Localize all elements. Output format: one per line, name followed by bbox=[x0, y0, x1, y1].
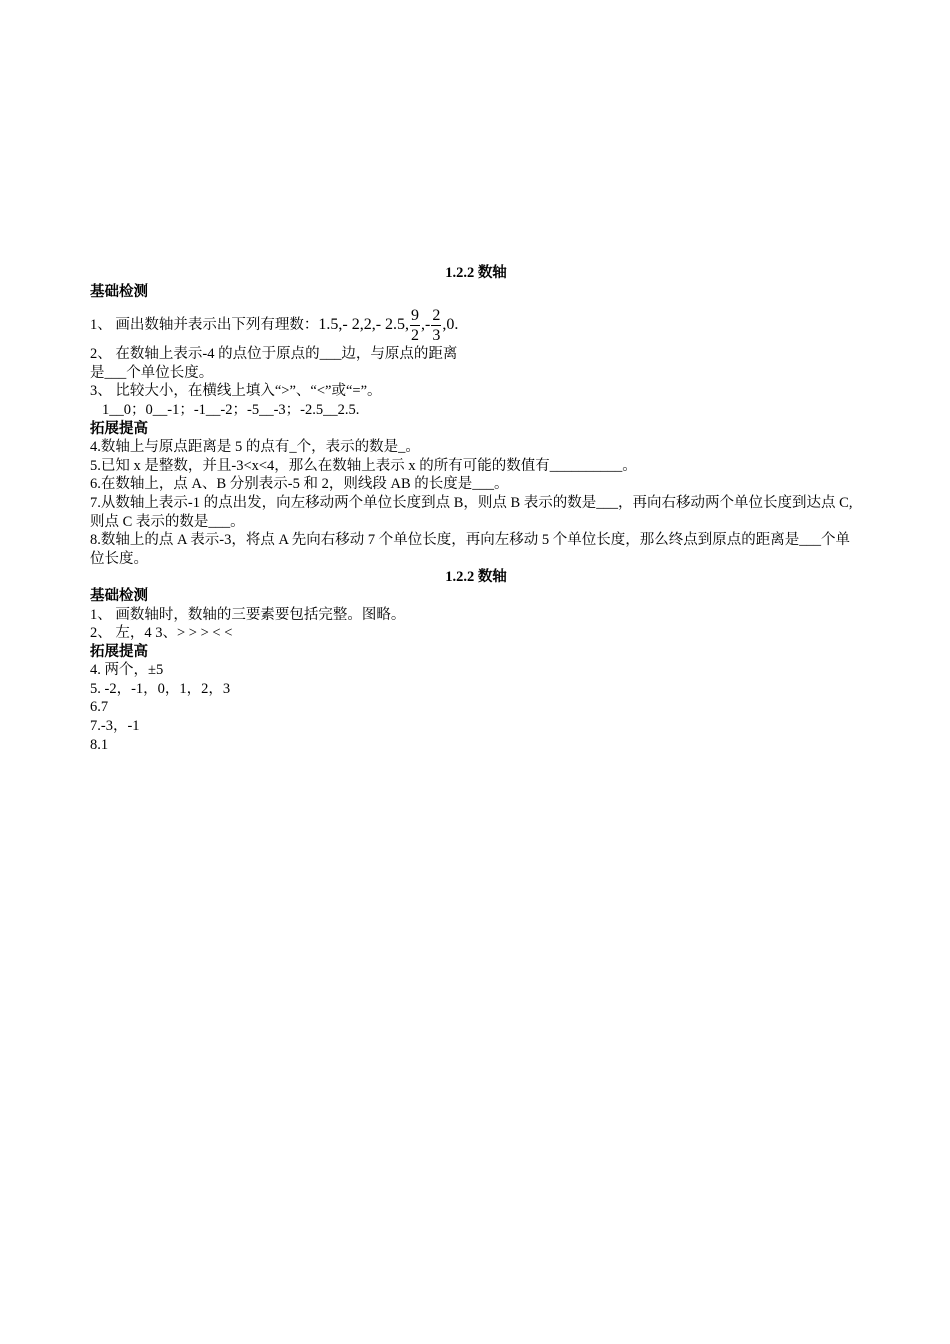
answer-4: 4. 两个，±5 bbox=[90, 662, 164, 679]
question-3-line-1: 3、 比较大小，在横线上填入“>”、“<”或“=”。 bbox=[90, 383, 382, 400]
question-4: 4.数轴上与原点距离是 5 的点有_个，表示的数是_。 bbox=[90, 439, 420, 456]
question-8: 8.数轴上的点 A 表示-3，将点 A 先向右移动 7 个单位长度，再向左移动 5 个单位长度，那么终点到原点的距离是___个单位长度。 bbox=[90, 532, 851, 567]
question-7: 7.从数轴上表示-1 的点出发，向左移动两个单位长度到点 B，则点 B 表示的数是___，再向右移动两个单位长度到达点 C,则点 C 表示的数是___。 bbox=[90, 494, 853, 530]
extension-heading: 拓展提高 bbox=[90, 420, 148, 437]
answer-8: 8.1 bbox=[90, 736, 109, 753]
fraction-numerator: 2 bbox=[432, 306, 441, 324]
answer-5: 5. -2，-1，0，1，2，3 bbox=[90, 680, 231, 697]
math-after: ,0. bbox=[442, 315, 459, 333]
question-5: 5.已知 x 是整数，并且-3<x<4，那么在数轴上表示 x 的所有可能的数值有__________。 bbox=[90, 457, 637, 474]
answer-1: 1、 画数轴时，数轴的三要素要包括完整。图略。 bbox=[90, 606, 406, 623]
exercise-title: 1.2.2 数轴 bbox=[445, 265, 507, 281]
question-6: 6.在数轴上，点 A、B 分别表示-5 和 2，则线段 AB 的长度是___。 bbox=[90, 476, 509, 493]
answer-2-3: 2、 左，4 3、> > > < < bbox=[90, 625, 233, 642]
math-before: 1.5,- 2,2,- 2.5, bbox=[318, 315, 410, 333]
fraction-numerator: 9 bbox=[411, 306, 420, 324]
answers-basic-heading: 基础检测 bbox=[90, 587, 148, 604]
basic-heading: 基础检测 bbox=[90, 283, 148, 300]
math-mid: ,- bbox=[421, 315, 431, 333]
question-2-line-2: 是___个单位长度。 bbox=[90, 364, 214, 381]
fraction-two-thirds bbox=[431, 306, 441, 345]
fraction-denominator: 2 bbox=[411, 326, 420, 344]
question-1-label: 1、 画出数轴并表示出下列有理数： bbox=[90, 316, 319, 333]
question-3-line-2: 1__0；0__-1；-1__-2；-5__-3；-2.5__2.5. bbox=[102, 401, 360, 418]
fraction-nine-halves bbox=[410, 306, 420, 345]
question-1-math bbox=[318, 306, 458, 345]
question-2-line-1: 2、 在数轴上表示-4 的点位于原点的___边，与原点的距离 bbox=[90, 346, 458, 363]
question-1 bbox=[90, 305, 862, 345]
answer-7: 7.-3，-1 bbox=[90, 718, 140, 735]
answers-extension-heading: 拓展提高 bbox=[90, 643, 148, 660]
fraction-denominator: 3 bbox=[432, 326, 441, 344]
answer-6: 6.7 bbox=[90, 699, 109, 716]
document-content bbox=[90, 264, 862, 754]
answers-title: 1.2.2 数轴 bbox=[445, 569, 507, 586]
